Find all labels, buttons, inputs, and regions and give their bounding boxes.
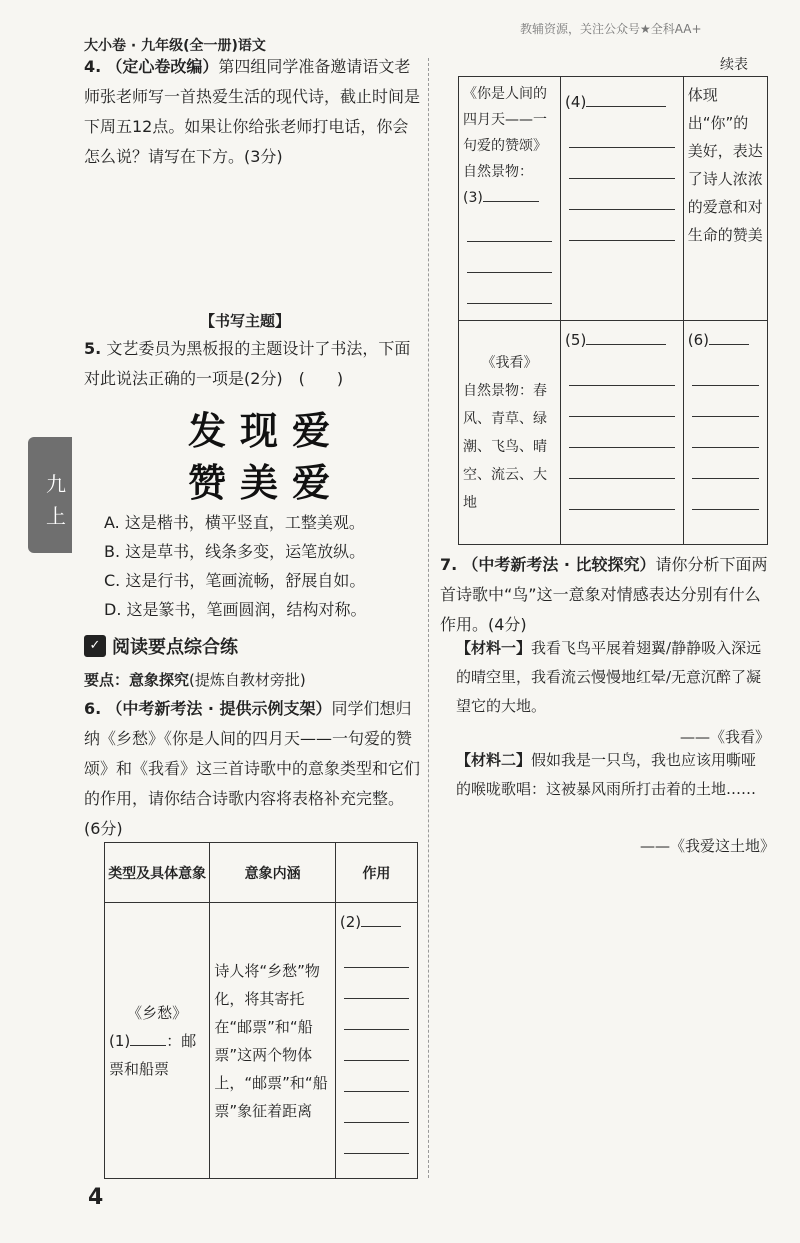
checkbox-icon: ✓ [84,635,106,657]
blank-3-label: (3) [463,190,483,206]
question-5 [84,334,420,394]
header-type: 类型及具体意象 [105,843,210,903]
poem-wokan: 《我看》 [481,354,538,371]
answer-line[interactable] [344,999,409,1030]
answer-line[interactable] [344,1061,409,1092]
blank-1[interactable] [130,1045,166,1046]
answer-line[interactable] [344,1030,409,1061]
page-number: 4 [88,1185,104,1210]
answer-line[interactable] [467,211,552,242]
q6-text: 同学们想归纳《乡愁》《你是人间的四月天——一句爱的赞颂》和《我看》这三首诗歌中的意象类型和它们的作用，请你结合诗歌内容将表格补充完整。(6分) [84,699,421,838]
material-1-label: 【材料一】 [456,639,532,657]
section-heading [84,633,238,659]
material-2-text: 假如我是一只鸟，我也应该用嘶哑的喉咙歌唱：这被暴风雨所打击着的土地…… [456,751,757,798]
header-role: 作用 [335,843,417,903]
header-meaning: 意象内涵 [210,843,336,903]
key-point-text: 意象探究 [129,671,190,689]
question-6 [84,694,420,844]
answer-line[interactable] [692,448,759,479]
answer-line[interactable] [344,968,409,999]
watermark: 教辅资源，关注公众号★全科AA+ [520,22,702,36]
blank-4[interactable] [586,106,666,107]
q5-text: 文艺委员为黑板报的主题设计了书法，下面对此说法正确的一项是(2分) ( ) [84,339,411,388]
answer-line[interactable] [692,417,759,448]
writing-topic-title: 【书写主题】 [200,312,291,330]
q7-text: 请你分析下面两首诗歌中“鸟”这一意象对情感表达分别有什么作用。(4分) [440,555,768,634]
april-scene: 自然景物： [463,164,533,180]
material-2-source: ——《我爱这土地》 [640,837,776,855]
continued-label: 续表 [720,57,748,73]
blank-1-label: (1) [109,1031,131,1050]
row-april-role: 体现出“你”的美好，表达了诗人浓浓的爱意和对生命的赞美 [683,77,767,321]
column-divider [428,58,429,1178]
row-april-meaning [561,77,684,321]
q5-number: 5. [84,339,102,358]
blank-6-label: (6) [687,331,709,349]
material-2 [456,746,770,804]
option-b: B. 这是草书，线条多变，运笔放纵。 [104,542,366,561]
answer-line[interactable] [569,179,675,210]
option-c: C. 这是行书，笔画流畅，舒展自如。 [104,571,366,590]
row-xiangchou-role [335,903,417,1179]
answer-line[interactable] [569,148,675,179]
question-7 [440,550,770,640]
imagery-table [104,842,418,1179]
book-title: 大小卷 · 九年级(全一册)语文 [84,38,266,54]
material-1-text: 我看飞鸟平展着翅翼/静静吸入深远的晴空里，我看流云慢慢地红晕/无意沉醉了凝望它的大地。 [456,639,762,715]
material-1 [456,634,770,721]
key-point-note: (提炼自教材旁批) [189,671,306,689]
q7-number: 7. [440,555,458,574]
answer-line[interactable] [569,479,675,510]
answer-line[interactable] [569,417,675,448]
material-2-label: 【材料二】 [456,751,532,769]
section-title: 阅读要点综合练 [112,637,238,658]
answer-line[interactable] [569,355,675,386]
row-xiangchou-type [105,903,210,1179]
q6-tag: （中考新考法 · 提供示例支架） [106,699,332,718]
key-point [84,665,306,695]
answer-line[interactable] [692,386,759,417]
option-d: D. 这是篆书，笔画圆润，结构对称。 [104,600,367,619]
blank-2[interactable] [361,926,401,927]
answer-line[interactable] [344,1123,409,1154]
answer-line[interactable] [344,1092,409,1123]
answer-line[interactable] [569,210,675,241]
answer-line[interactable] [692,479,759,510]
answer-line[interactable] [569,117,675,148]
continued-table [458,76,768,545]
q7-tag: （中考新考法 · 比较探究） [462,555,656,574]
poem-april: 《你是人间的四月天——一句爱的赞颂》 [463,86,547,154]
key-point-label: 要点： [84,671,130,689]
row-xiangchou-meaning: 诗人将“乡愁”物化，将其寄托在“邮票”和“船票”这两个物体上，“邮票”和“船票”象征着距离 [210,903,336,1179]
row-wokan-meaning [561,321,684,545]
blank-5-label: (5) [565,331,587,349]
answer-line[interactable] [692,355,759,386]
blank-5[interactable] [586,344,666,345]
row-april-type [459,77,561,321]
calligraphy-line-2: 赞美爱 [188,460,345,505]
q4-text: 第四组同学准备邀请语文老师张老师写一首热爱生活的现代诗，截止时间是下周五12点。如果让你给张老师打电话，你会怎么说？请写在下方。(3分) [84,57,421,166]
row-wokan-type [459,321,561,545]
q4-tag: （定心卷改编） [106,57,219,76]
material-1-source: ——《我看》 [680,728,771,746]
row-wokan-role [683,321,767,545]
answer-line[interactable] [467,273,552,304]
question-4 [84,52,420,172]
poem-xiangchou: 《乡愁》 [127,1003,188,1022]
blank-1-suffix: ：邮票和船票 [109,1031,197,1078]
answer-line[interactable] [569,386,675,417]
q4-number: 4. [84,57,102,76]
answer-line[interactable] [344,937,409,968]
blank-4-label: (4) [565,93,587,111]
blank-6[interactable] [709,344,749,345]
blank-3[interactable] [483,201,539,202]
blank-2-label: (2) [339,913,362,931]
calligraphy-line-1: 发现爱 [188,408,345,453]
side-tab-label: 九上 [46,472,66,528]
answer-line[interactable] [467,242,552,273]
q6-number: 6. [84,699,102,718]
wokan-scene: 自然景物：春风、青草、绿潮、飞鸟、晴空、流云、大地 [463,382,547,511]
answer-line[interactable] [569,448,675,479]
option-a: A. 这是楷书，横平竖直，工整美观。 [104,513,365,532]
